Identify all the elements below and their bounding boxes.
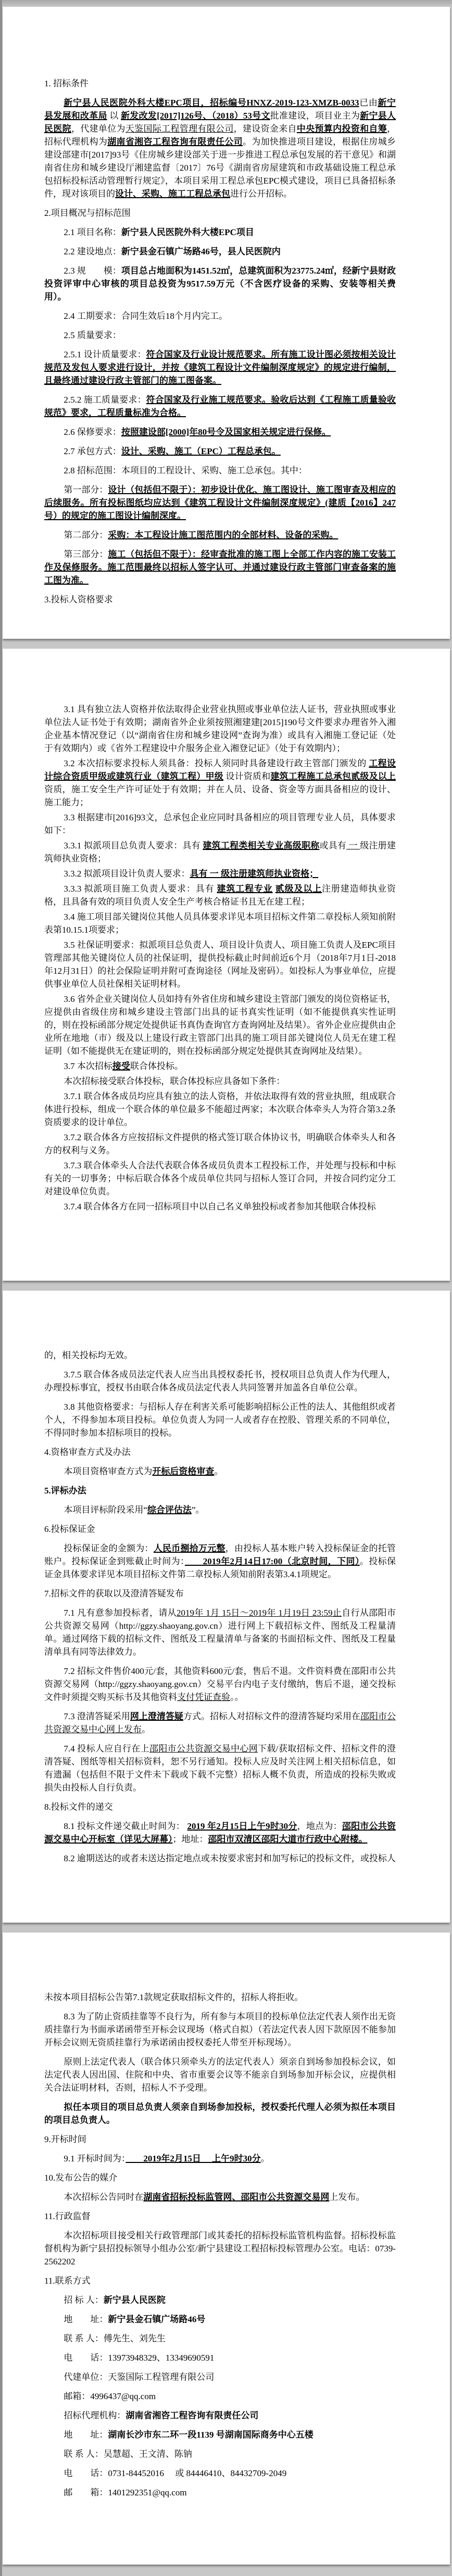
paragraph	[44, 2409, 396, 2422]
paragraph	[44, 882, 396, 908]
text-run: 3.5 社保证明要求：拟派项目总负责人、项目设计负责人、项目施工负责人及EPC项目管理部其他关键岗位人员的社保证明，提供投标截止时间前近6个月（2018年7月1日-2018年12月31日）的社会保险证明并附可查询途径（网址及密码）。如投标人为事业单位，应提供事业单位人员社保相关证明材料。	[44, 940, 396, 989]
text-run: 3.投标人资格要求	[44, 595, 113, 604]
text-run: 批准建设，项目业主为	[270, 111, 360, 121]
text-run: 11.行政监督	[44, 2211, 91, 2221]
paragraph	[44, 2152, 396, 2165]
text-run: 进行公开招标。	[230, 189, 292, 199]
text-run: 3.3 根据建市[2016]93文，总承包企业应同时具备相应的项目管理专业人员，具体要求如下：	[44, 813, 396, 835]
section-heading	[44, 1523, 396, 1536]
text-run: 7.2 招标文件售价400元/套，其他资料600元/套，售后不退。文件资料费在邵阳市公共资源交易网（http://ggzy.shaoyang.gov.cn）交易平台内电子支付缴纳，售后不退，递交投标文件时须提交购买标书及其他资料	[44, 1666, 396, 1702]
text-run: 本项目资格审查方式为	[64, 1466, 153, 1476]
text-run: 7.3 澄清答疑采用	[64, 1711, 130, 1721]
text-run: 代建单位：天鉴国际工程管理有限公司	[64, 2372, 215, 2382]
text-run: 2019年2月14日17:00（北京时间，下同）	[184, 1556, 360, 1566]
text-run: 设计、采购、施工（EPC）工程总承包。	[121, 446, 281, 456]
document-page	[3, 1933, 450, 2565]
paragraph	[44, 226, 396, 239]
paragraph	[44, 993, 396, 1058]
text-run: 自行从邵阳市公共资源交易网（http://ggzy.shaoyang.gov.cn）进行网上下载招标文件、图纸及工程量清单。通过网络下载的招标文件、图纸及工程量清单与备案的书面招标文件、图纸及工程量清单具有同等法律效力。	[44, 1608, 396, 1657]
text-run: 2.项目概况与招标范围	[44, 208, 131, 218]
text-run: 3.7.1 联合体各成员均应具有独立的法人资格，并依法取得有效的营业执照，组成联合体进行投标，组成一个联合体的单位最多不能超过两家；本次联合体牵头人为符合第3.2条资质要求的设计单位。	[44, 1091, 396, 1127]
text-run: 湖南省湘咨工程咨询有限责任公司	[125, 2411, 259, 2420]
text-run: 9.开标时间	[44, 2134, 86, 2144]
paragraph	[44, 445, 396, 458]
text-run: 3.7.2 联合体各方应按招标文件提供的格式签订联合体协议书，明确联合体牵头人和各方的权利与义务。	[44, 1132, 396, 1155]
paragraph	[44, 1131, 396, 1157]
text-run: 级注册建筑师执业资格；	[44, 841, 396, 864]
text-run: ，由投标人基本账户转入投标保证金的托管账户。投标保证金到账截止时间为：	[44, 1543, 396, 1566]
paragraph	[44, 529, 396, 542]
paragraph	[44, 2313, 396, 2326]
text-run: 采购：本工程设计施工图范围内的全部材料、设备的采购。	[108, 530, 338, 540]
text-run: 10.发布公告的媒介	[44, 2173, 118, 2183]
text-run: 拟任本项目的项目总负责人须亲自到场参加投标，授权委托代理人必须为拟任本项目的项目总负责人。	[44, 2102, 396, 2125]
text-run: 本次招标接受联合体投标，联合体投标应具备如下条件：	[64, 1076, 285, 1086]
section-heading	[44, 1800, 396, 1813]
paragraph	[44, 2332, 396, 2345]
text-run: 2019 年2月15日上午9时30分	[187, 1821, 297, 1831]
paragraph	[44, 264, 396, 303]
text-run: 8.投标文件的递交	[44, 1802, 113, 1812]
section-heading	[44, 1484, 396, 1497]
text-run: ，建设资金来自	[233, 124, 297, 134]
text-run: 上发布。	[329, 2192, 365, 2202]
document-page	[3, 7, 450, 639]
text-run: 邮 箱：1401292351@qq.com	[64, 2488, 187, 2497]
section-heading	[44, 77, 396, 90]
text-run: 网上澄清答疑	[130, 1711, 183, 1721]
section-heading	[44, 2274, 396, 2287]
text-run: 3.7.3 联合体牵头人合法代表联合体各成员负责本工程投标工作，并处理与投标和中标有关的一切事务；中标后联合体各个成员单位共同与招标人签订合同，并按合同约定分工对建设单位负责。	[44, 1161, 396, 1196]
paragraph	[44, 348, 396, 387]
text-run: 2.5.2 施工质量要求：	[64, 395, 146, 405]
paragraph	[44, 310, 396, 323]
paragraph	[44, 1200, 396, 1213]
text-run: ， 招标代理机构为	[44, 124, 396, 147]
text-run: 地 址：	[64, 2430, 108, 2440]
text-run: 7.1 凡有意参加投标者，请从	[64, 1608, 177, 1618]
text-run: 3.4 施工项目部关键岗位其他人员具体要求详见本项目招标文件第二章投标人须知前附表第10.15.1项要求；	[44, 912, 396, 935]
paragraph	[44, 703, 396, 755]
text-run: 招 标 人：	[64, 2295, 104, 2305]
text-run: 综合评估法	[147, 1505, 192, 1515]
text-run: 投标保证金的金额为：	[64, 1543, 154, 1553]
text-run: 的，相关投标均无效。	[44, 1350, 133, 1360]
text-run: 新宁县人民医院	[44, 111, 396, 134]
text-run: 第一部分：	[64, 485, 108, 495]
text-run: 新发改发[2017]126号、（2018）53号文	[121, 111, 270, 121]
paragraph	[44, 1060, 396, 1073]
paragraph	[44, 2055, 396, 2094]
section-heading	[44, 1446, 396, 1459]
text-run: 具有 一 级注册建筑师执业资格；	[190, 869, 319, 879]
text-run: 注册建造师执业资格，且具备有效的项目负责人安全生产考核合格证书且无在建工程；	[44, 884, 396, 907]
text-run: 本次招标公告同时在	[64, 2192, 144, 2202]
text-run: 资质，施工安全生产许可证处于有效期；并在人员、设备、资金等方面具备相应的设计、施工能力；	[44, 784, 396, 807]
text-run: 3.7 本次招标	[64, 1061, 112, 1071]
text-run: 5.评标办法	[44, 1486, 86, 1496]
paragraph	[44, 2229, 396, 2268]
text-run: 2.3 规 模：	[64, 266, 121, 276]
text-run: 新宁县人民医院	[103, 2295, 166, 2305]
text-run: 设计、采购、施工工程总承包	[115, 189, 230, 199]
text-run: 。为加快推进项目建设，根据住房城乡建设部建市[2017]93号《住房城乡建设部关于进一步推进工程总承包发展的若干意见》和湖南省住房和城乡建设厅湘建监督〔2017〕76号《湖南省房屋建筑和市政基础设施工程总承包招标投标活动管理暂行规定》，本项目采用工程总承包EPC模式建设，项目已具备招标条件，现对该项目的	[44, 137, 396, 199]
text-run: 地 址：	[64, 2314, 108, 2324]
text-run: 新宁县发展和改革局	[44, 98, 396, 121]
text-run: 原则上法定代表人（联合体只须牵头方的法定代表人）须亲自到场参加投标会议，如法定代表人因出国、住院和中央、省市重要会议等不能亲自到场参加开标会议，应提供相关合法证明材料，否则，招标人不予受理。	[44, 2057, 396, 2093]
paragraph	[44, 2371, 396, 2384]
text-run: 3.3.3 拟派项目施工负责人要求：具有	[64, 884, 217, 894]
text-run: 3.1 具有独立法人资格并依法取得企业营业执照或事业单位法人证书，营业执照或事业单位法人证书处于有效期；湖南省外企业须按照湘建建[2015]190号文件要求办理省外入湘企业基本情况登记（以“湖南省住房和城乡建设网”查询为准）或具有入湘施工登记证（处于有效期内）或《省外工程建设中介服务企业入湘登记证》（处于有效期内）；	[44, 704, 396, 753]
section-heading	[44, 1587, 396, 1600]
text-run: 3.7.4 联合体各方在同一招标项目中以自己名义单独投标或者参加其他联合体投标	[64, 1202, 376, 1212]
text-run: 符合国家及行业设计规范要求。所有施工设计图必须按相关设计规范及发包人要求进行设计，并按《建筑工程设计文件编制深度规定》的规定进行编制，且最终通过建设行政主管部门的施工图备案。	[44, 350, 396, 385]
paragraph	[44, 1368, 396, 1394]
text-run: 或具有	[319, 841, 347, 851]
text-run: 3.3.1 拟派项目总负责人要求：具有	[64, 841, 203, 851]
paragraph	[44, 2010, 396, 2049]
text-run: 2.6 保修要求：	[64, 427, 121, 437]
section-heading	[44, 207, 396, 220]
text-run: 一	[346, 841, 360, 851]
paragraph	[44, 2351, 396, 2364]
text-run: 开标后资格审查	[152, 1466, 215, 1476]
text-run: 湖南省招标投标监管网、邵阳市公共资源交易网	[143, 2192, 330, 2202]
text-run: 4.资格审查方式及办法	[44, 1447, 131, 1457]
paragraph	[44, 938, 396, 990]
text-run: 2.7 承包方式：	[64, 446, 121, 456]
text-run: 新宁县人民医院外科大楼EPC项目	[121, 227, 254, 237]
section-heading	[44, 2210, 396, 2223]
paragraph	[44, 2467, 396, 2480]
text-run: 湖南长沙市东二环一段1139 号湖南国际商务中心五楼	[108, 2430, 313, 2440]
paragraph	[44, 548, 396, 587]
paragraph	[44, 1465, 396, 1478]
paragraph	[44, 1820, 396, 1846]
text-run: 已由	[359, 98, 378, 108]
text-run: 联 系 人：吴慧超、王文清、陈钠	[64, 2449, 192, 2459]
text-run: 建筑工程专业	[217, 884, 273, 894]
text-run: 邵阳市双清区邵阳大道市行政中心附楼。	[208, 1834, 368, 1844]
text-run: 2.8 招标范围：本项目的工程设计、采购、施工总承包。其中：	[64, 466, 307, 475]
paragraph	[44, 1606, 396, 1658]
text-run: 按照建设部[2000]年80号令及国家相关规定进行保修。	[121, 427, 331, 437]
text-run: 9.1 开标时间为：	[64, 2154, 126, 2163]
text-run: 中央预算内投资和自筹	[296, 124, 387, 134]
text-run: 工程设计综合资质甲级或建筑行业（建筑工程）甲级	[44, 758, 396, 781]
paragraph	[44, 1349, 396, 1362]
text-run: 联合体投标。	[130, 1061, 183, 1071]
text-run: 未按本项目招标公告第7.1款规定获取招标文件的，招标人将拒收。	[44, 1992, 304, 2002]
paragraph	[44, 2191, 396, 2204]
text-run: 。	[214, 1466, 223, 1476]
paragraph	[44, 1991, 396, 2004]
text-run: 新宁县金石镇广场路46号，县人民医院内	[121, 247, 281, 256]
paragraph	[44, 811, 396, 837]
paragraph	[44, 464, 396, 477]
paragraph	[44, 1075, 396, 1088]
paragraph	[44, 1665, 396, 1704]
paragraph	[44, 2101, 396, 2127]
paragraph	[44, 1159, 396, 1198]
paragraph	[44, 1742, 396, 1794]
text-run: 邵阳市公共资源交易中心网	[149, 1744, 258, 1754]
text-run: 第二部分：	[64, 530, 108, 540]
paragraph	[44, 1542, 396, 1581]
text-run: 2019年 1月 15日～2019年 1月19日 23:59止	[177, 1608, 342, 1618]
text-run: 联 系 人：傅先生、刘先生	[64, 2334, 166, 2343]
paragraph	[44, 1852, 396, 1865]
text-run: 邵阳市公共资源交易中心网上发布	[44, 1711, 396, 1734]
text-run: ”。	[191, 1505, 205, 1515]
text-run: 11.联系方式	[44, 2276, 91, 2286]
text-run: 。投标保证金具体要求详见本项目招标文件第二章投标人须知前附表第3.4.1项规定。	[44, 1556, 396, 1579]
paragraph	[44, 245, 396, 258]
section-heading	[44, 2171, 396, 2184]
text-run: 支付凭证查验	[177, 1692, 230, 1702]
text-run: 邵阳市公共资源交易中心开标室（详见大屏幕）	[44, 1821, 396, 1844]
text-run: 方式。招标人对招标文件的澄清答疑均采用在	[183, 1711, 361, 1721]
text-run: 3.7.5 联合体各成员法定代表人应当出具授权委托书，授权项目总负责人作为代理人，办理投标事宜，授权书由联合体各成员法定代表人共同签署并加盖各自单位公章。	[44, 1370, 396, 1393]
paragraph	[44, 2294, 396, 2307]
text-run: 建筑工程施工总承包贰级及以上	[270, 771, 396, 781]
text-run: 3.6 省外企业关键岗位人员如持有外省住房和城乡建设主管部门颁发的岗位资格证书，应提供由省级住房和城乡建设主管部门出具的证书真实性证明（如不能提供真实性证明的，则在投标函部分规定处提供证书真伪查询官方查询网址及结果）。省外企业应提供由企业所在地地（市）级及以上建设行政主管部门出具的施工项目部关键岗位人员无在建工程证明（如不能提供无在建证明的，则在投标函部分规定处提供其查询网址及结果）。	[44, 994, 396, 1056]
section-heading	[44, 2133, 396, 2146]
paragraph	[44, 867, 396, 880]
paragraph	[44, 910, 396, 936]
text-run: 接受	[112, 1061, 130, 1071]
text-run: 建筑工程类相关专业高级职称	[203, 841, 320, 851]
text-run: 。。	[230, 1692, 244, 1702]
paragraph	[44, 757, 396, 809]
text-run: 邮箱：4996437@qq.com	[64, 2391, 156, 2401]
text-run: 电 话：13973948329、13349690591	[64, 2353, 215, 2363]
text-run: 2.1 项目名称：	[64, 227, 121, 237]
text-run: 符合国家及行业施工规范要求。验收后达到《工程施工质量验收规范》要求，工程质量标准为合格。	[44, 395, 396, 418]
text-run: 7.4 投标人应自行在上	[64, 1744, 149, 1754]
text-run: 招标代理机构：	[64, 2411, 126, 2420]
text-run: 以	[107, 111, 121, 121]
text-run: 7.招标文件的获取以及澄清答疑发布	[44, 1589, 184, 1599]
text-run: ；地址：	[172, 1834, 208, 1844]
paragraph	[44, 1400, 396, 1439]
text-run: 2.5 质量要求：	[64, 330, 121, 340]
text-run: 施工（包括但不限于）：经审查批准的施工图上全部工作内容的施工安装工作及保修服务。施工范围最终以招标人签字认可、并通过建设行政主管部门审查备案的施工图为准。	[44, 549, 396, 585]
text-run: 。	[142, 1724, 150, 1734]
text-run: 3.2 本次招标要求投标人须具备：投标人须同时具备建设行政主管部门颁发的	[64, 758, 369, 768]
text-run: 贰级及以上	[275, 884, 322, 894]
text-run: 人民币捌拾万元整	[153, 1543, 225, 1553]
text-run: 2.5.1 设计质量要求：	[64, 350, 146, 359]
paragraph	[44, 2486, 396, 2499]
text-run: 设计资质和	[223, 771, 271, 781]
text-run: 2019年2月15日 上午9时30分	[125, 2154, 261, 2163]
text-run: 项目总占地面积为1451.52㎡，总建筑面积为23775.24㎡，经新宁县财政投资评审中心审核的项目总投资为9517.59万元（不含医疗设备的采购、安装等相关费用）。	[44, 266, 396, 302]
text-run: 新宁县金石镇广场路46号	[108, 2314, 206, 2324]
paragraph	[44, 1503, 396, 1516]
text-run: 第三部分：	[64, 549, 108, 559]
text-run: 本项目评标阶段采用“	[64, 1505, 147, 1515]
text-run: 1. 招标条件	[44, 79, 89, 88]
text-run: 2.2 建设地点：	[64, 247, 121, 256]
text-run: 。	[260, 2154, 270, 2163]
text-run: 6.投标保证金	[44, 1524, 95, 1534]
paragraph	[44, 2428, 396, 2441]
text-run: 设计（包括但不限于）：初步设计优化、施工图设计、施工图审查及相应的后续服务。所有投标图纸均应达到《建筑工程设计文件编制深度规定》(建质【2016】247号）的规定的施工图设计编制深度。	[44, 485, 396, 521]
text-run: ，地点为：	[297, 1821, 342, 1831]
text-run: 湖南省湘咨工程咨询有限责任公司	[107, 137, 243, 147]
text-run: 下载/获取招标文件、招标文件的澄清答疑、图纸等相关招标资料，恕不另行通知。投标人应及时关注网上相关招标信息，如有遗漏（包括但不限于文件未下载或下载不完整）招标人概不负责，所造成的投标失败或损失由投标人自行负责。	[44, 1744, 396, 1793]
text-run: 3.3.2 拟派项目设计负责人要求：	[64, 869, 190, 879]
paragraph	[44, 839, 396, 865]
section-heading	[44, 593, 396, 606]
paragraph	[44, 483, 396, 522]
text-run: 新宁县人民医院外科大楼EPC项目，招标编号HNXZ-2019-123-XMZB-0033	[64, 98, 359, 108]
paragraph	[44, 1090, 396, 1129]
paragraph	[44, 96, 396, 200]
paragraph	[44, 2390, 396, 2403]
paragraph	[44, 426, 396, 439]
text-run: ，代建单位为	[71, 124, 125, 134]
paragraph	[44, 393, 396, 419]
text-run: 本次招标项目接受相关行政管理部门或其委托的招标投标监管机构监督。招标投标监督机构为新宁县招投标领导小组办公室/新宁县建设工程招标投标管理办公室。电话：0739-2562202	[44, 2231, 396, 2266]
text-run: 天鉴国际工程管理有限公司	[125, 124, 234, 134]
text-run: 8.3 为了防止资质挂靠等不良行为，所有参与本项目的投标单位法定代表人须作出无资质挂靠行为书面承诺函带至开标会议现场（格式自拟）（若法定代表人因下款原因不能参加开标会议则无资质挂靠行为承诺函由授权委托人带至开标现场）。	[44, 2012, 396, 2047]
document-page	[3, 1291, 450, 1923]
text-run: 电 话：0731-84452016 或 84446410、84432709-2049	[64, 2468, 287, 2478]
document-page	[3, 649, 450, 1281]
text-run: 8.2 逾期送达的或者未送达指定地点或未按要求密封和加写标记的投标文件，或投标人	[64, 1853, 396, 1863]
pages-container	[3, 0, 450, 2565]
text-run: 2.4 工期要求：合同生效后18个月内完工。	[64, 311, 228, 321]
paragraph	[44, 2448, 396, 2461]
paragraph	[44, 329, 396, 342]
viewer-left-edge	[0, 0, 2, 2576]
text-run: 8.1 投标文件递交截止时间为：	[64, 1821, 187, 1831]
paragraph	[44, 1710, 396, 1736]
text-run: 3.8 其他资格要求：与招标人存在利害关系可能影响招标公正性的法人、其他组织或者个人，不得参加本项目投标。单位负责人为同一人或者存在控股、管理关系的不同单位，不得同时参加本招标项目的投标。	[44, 1402, 396, 1438]
